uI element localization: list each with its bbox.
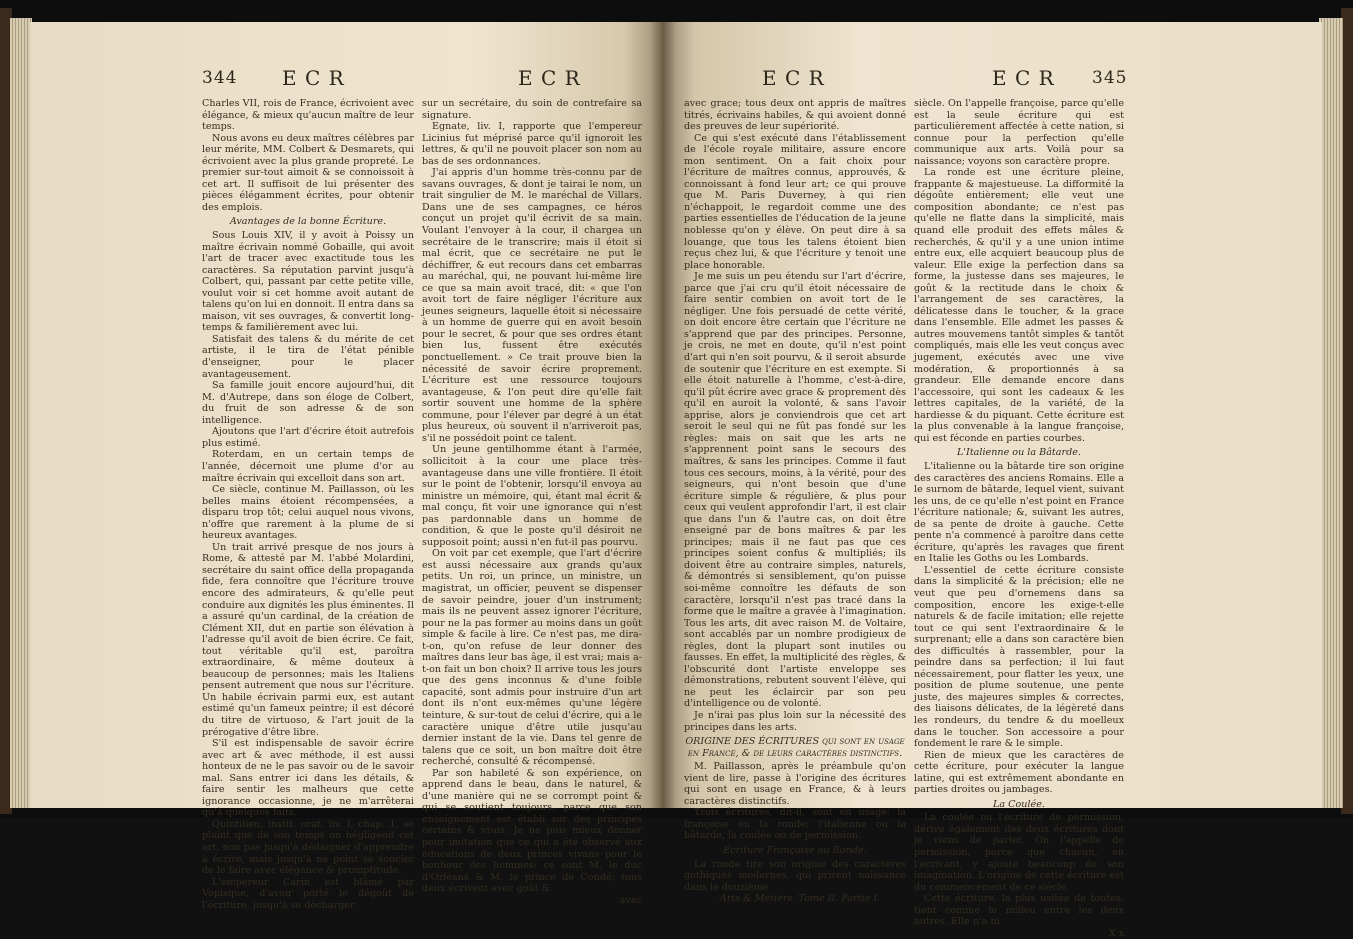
section-heading: L'Italienne ou la Bâtarde. [957, 447, 1081, 459]
catchword: avec [619, 894, 642, 906]
paragraph: Sous Louis XIV, il y avoit à Poissy un maître écrivain nommé Gobaille, qui avoit l'art de tracer avec exactitude tous les caractères. Sa réputation parvint jusqu'à Colbert, qui, passant par cette petite ville, voulut voir si cet homme avoit autant de talens qu'on lui en donnoit. Il entra dans sa maison, vit ses ouvrages, & convertit long-temps & familièrement avec lui. [202, 230, 414, 334]
paragraph: Cette écriture, la plus usitée de toutes, tient comme le milieu entre les deux autres. Elle n'a ni [914, 893, 1124, 928]
paragraph: La ronde est une écriture pleine, frappante & majestueuse. La difformité la dégoûte entièrement; elle veut une composition abondante; ce n'est pas qu'elle ne flatte dans la simplicité, mais quand elle produit des effets mâles & recherchés, & qu'il y a une union intime entre eux, elle acquiert beaucoup plus de valeur. Elle exige la perfection dans sa forme, la justesse dans ses majeures, le goût & la rectitude dans le choix & l'arrangement de ses caractères, la délicatesse dans le toucher, & la grace dans l'ensemble. Elle admet les passes & autres mouvemens tantôt simples & tantôt compliqués, mais elle les veut conçus avec jugement, exécutés avec une vive modération, & proportionnés à sa grandeur. Elle demande encore dans l'accessoire, qui sont les cadeaux & les lettres capitales, de la variété, de la hardiesse & du piquant. Cette écriture est la plus convenable à la langue françoise, qui est féconde en parties courbes. [914, 167, 1124, 444]
page-footer: Arts & Métiers. Tome II. Partie I. [719, 893, 881, 905]
left-running-head-1: E C R [282, 66, 345, 90]
left-page-edges [10, 18, 32, 808]
paragraph: La coulée ou l'écriture de permission, dérive également des deux écritures dont je viens de parler. On l'appelle de permission, parce que chacun, en l'écrivant, y ajoute beaucoup de son imagination. L'origine de cette écriture est du commencement de ce siècle. [914, 812, 1124, 893]
paragraph: Rien de mieux que les caractères de cette écriture, pour exécuter la langue latine, qui est extrêmement abondante en parties droites ou jambages. [914, 749, 1124, 796]
paragraph: Satisfait des talens & du mérite de cet artiste, il le tira de l'état pénible d'enseigner, pour le placer avantageusement. [202, 333, 414, 380]
paragraph: Par son habileté & son expérience, on apprend dans le beau, dans le naturel, & d'une manière qui ne se corrompt point & qui se soutient toujours, parce que son enseignement est établi sur des principes certains & vrais. Je ne puis mieux donner pour imitation que ce qui a été observé aux éducations de deux princes vivans pour le bonheur des hommes: ce sont M. le duc d'Orléans & M. le prince de Condé; tous deux écrivent avec goût & [422, 767, 642, 895]
right-running-head-1: E C R [762, 66, 825, 90]
paragraph: Un trait arrivé presque de nos jours à Rome, & attesté par M. l'abbé Molardini, secrétaire du saint office della propaganda fide, fera connoître que l'écriture trouve encore des admirateurs, & qu'elle peut conduire aux dignités les plus éminentes. Il a assuré qu'un cardinal, de la création de Clément XII, dut en partie son élévation à l'adresse qu'il avoit de bien écrire. Ce fait, tout véritable qu'il est, paroîtra extraordinaire, & même douteux à beaucoup de personnes; mais les Italiens pensent autrement que nous sur l'écriture. Un habile écrivain parmi eux, est autant estimé qu'un fameux peintre; il est décoré du titre de virtuoso, & l'art jouit de la prérogative d'être libre. [202, 541, 414, 738]
right-page [662, 22, 1322, 939]
paragraph: Je me suis un peu étendu sur l'art d'écrire, parce que j'ai cru qu'il étoit nécessaire de faire sentir combien on avoit tort de le négliger. Une fois persuadé de cette vérité, on doit encore être certain que l'écriture ne s'apprend que par des principes. Personne, je crois, ne met en doute, qu'il n'est point d'art qui n'en soit pourvu, & il seroit absurde de soutenir que l'écriture en est exempte. Si elle étoit naturelle à l'homme, c'est-à-dire, qu'il pût écrire avec grace & proprement dès qu'il en auroit la volonté, & sans l'avoir apprise, alors je conviendrois que cet art seroit le seul qui ne fût pas fondé sur les règles: mais on sait que les arts ne s'apprennent point sans le secours des maîtres, & sans les principes. Comme il faut tous ces secours, moins, à la vérité, pour des seigneurs, qui n'ont besoin que d'une écriture simple & régulière, & plus pour ceux qui veulent approfondir l'art, il est clair que dans l'un & l'autre cas, on doit être enseigné par de bons maîtres & par les principes; mais il ne faut pas que ces principes soient confus & multipliés; ils doivent être au contraire simples, naturels, & démontrés si sensiblement, qu'on puisse soi-même connoître les défauts de son caractère, lorsqu'il n'est pas tracé dans la forme que le maître a gravée à l'imagination. Tous les arts, dit avec raison M. de Voltaire, sont accablés par un nombre prodigieux de règles, dont la plupart sont inutiles ou fausses. En effet, la multiplicité des règles, & l'obscurité dont l'artiste enveloppe ses démonstrations, rebutent souvent l'élève, qui ne peut les éclaircir par son peu d'intelligence ou de volonté. [684, 271, 906, 710]
paragraph: M. Paillasson, après le préambule qu'on vient de lire, passe à l'origine des écritures qui sont en usage en France, & à leurs caractères distinctifs. [684, 761, 906, 807]
paragraph: Ce qui s'est exécuté dans l'établissement de l'école royale militaire, assure encore mon sentiment. On a fait choix pour l'écriture de maîtres connus, approuvés, & connoissant à fond leur art; ce qui prouve que M. Paris Duverney, à qui rien n'échappoit, le regardoit comme une des parties essentielles de l'éducation de la jeune noblesse qu'on y élève. On peut dire à sa louange, que tous les talens étoient bien reçus chez lui, & que l'écriture y tenoit une place honorable. [684, 132, 906, 271]
paragraph: Charles VII, rois de France, écrivoient avec élégance, & mieux qu'aucun maître de leur temps. [202, 98, 414, 133]
right-page-edges [1319, 18, 1343, 808]
paragraph: L'empereur Carin est blâmé par Vopisque, d'avoir porté le dégoût de l'écriture, jusqu'à se décharger [202, 876, 414, 911]
left-page-number: 344 [202, 68, 238, 88]
left-page-column-1 [202, 98, 414, 911]
section-heading: Écriture Françoise ou Ronde. [723, 845, 867, 856]
paragraph: On voit par cet exemple, que l'art d'écrire est aussi nécessaire aux grands qu'aux petits. Un roi, un prince, un ministre, un magistrat, un officier, peuvent se dispenser de savoir peindre, jouer d'un instrument; mais ils ne peuvent assez ignorer l'écriture, pour ne la pas former au moins dans un goût simple & facile à lire. Ce n'est pas, me dira-t-on, qu'on refuse de leur donner des maîtres dans leur bas âge, il est vrai; mais a-t-on fait un bon choix? Il arrive tous les jours que des gens inconnus & d'une foible capacité, sont admis pour instruire d'un art dont ils n'ont eux-mêmes qu'une légère teinture, & sur-tout de celui d'écrire, qui a le caractère unique d'être utile jusqu'au dernier instant de la vie. Dans tel genre de talens que ce soit, un bon maître doit être recherché, consulté & récompensé. [422, 548, 642, 768]
section-heading: ORIGINE DES ÉCRITURES qui sont en usage en France, & de leurs caractères distinctifs. [685, 736, 905, 759]
paragraph: Un jeune gentilhomme étant à l'armée, sollicitoit à la cour une place très-avantageuse dans une ville frontière. Il étoit sur le point de l'obtenir, lorsqu'il envoya au ministre un mémoire, qui, étant mal écrit & mal conçu, fit voir une ignorance qui n'est pas pardonnable dans un homme de condition, & que le poste qu'il désiroit ne supposoit point; aussi n'en fut-il pas pourvu. [422, 444, 642, 548]
left-running-head-2: E C R [518, 66, 581, 90]
signature-mark: X x [1108, 927, 1124, 939]
paragraph: L'essentiel de cette écriture consiste dans la simplicité & la précision; elle ne veut que peu d'ornemens dans sa composition, encore les exige-t-elle naturels & de facile imitation; elle rejette tout ce qui sent l'extraordinaire & le surprenant; elle a dans son caractère bien des difficultés à rassembler, pour la peindre dans sa perfection; il lui faut nécessairement, pour flatter les yeux, une position de plume soutenue, une pente juste, des majeures simples & correctes, des liaisons délicates, de la légèreté dans les rondeurs, du tendre & du moelleux dans le toucher. Son accessoire a pour fondement le rare & le simple. [914, 564, 1124, 750]
right-running-head-2: E C R [992, 66, 1055, 90]
paragraph: Sa famille jouit encore aujourd'hui, dit M. d'Autrepe, dans son éloge de Colbert, du fruit de son adresse & de son intelligence. [202, 380, 414, 426]
paragraph: Trois écritures, dit-il, sont en usage: la françoise ou la ronde; l'italienne ou la bâtarde, la coulée ou de permission. [684, 807, 906, 842]
paragraph: J'ai appris d'un homme très-connu par de savans ouvrages, & dont je tairai le nom, un trait singulier de M. le maréchal de Villars. Dans une de ses campagnes, ce héros conçut un projet qu'il écrivit de sa main. Voulant l'envoyer à la cour, il chargea un secrétaire de le transcrire; mais il étoit si mal écrit, que ce secrétaire ne put le déchiffrer, & eut recours dans cet embarras au maréchal, qui, ne pouvant lui-même lire ce que sa main avoit tracé, dit: « que l'on avoit tort de faire négliger l'écriture aux jeunes seigneurs, laquelle étoit si nécessaire à un homme de guerre qui en avoit besoin pour le secret, & pour que ses ordres étant bien lus, fussent être exécutés ponctuellement. » Ce trait prouve bien la nécessité de savoir écrire proprement. L'écriture est une ressource toujours avantageuse, & l'on peut dire qu'elle fait sortir souvent une homme de la sphère commune, pour l'élever par degré à un état plus heureux, où souvent il n'arriveroit pas, s'il ne possédoit point ce talent. [422, 167, 642, 444]
paragraph: S'il est indispensable de savoir écrire avec art & avec méthode, il est aussi honteux de ne le pas savoir ou de le savoir mal. Sans entrer ici dans les détails, & faire sentir les malheurs que cette ignorance occasionne, je ne m'arrêterai qu'à quelques faits. [202, 738, 414, 819]
right-page-column-2 [914, 98, 1124, 939]
paragraph: Ce siècle, continue M. Paillasson, où les belles mains étoient récompensées, a disparu trop tôt; celui auquel nous vivons, n'offre que rarement à la plume de si heureux avantages. [202, 484, 414, 542]
left-page-column-2 [422, 98, 642, 906]
right-page-number: 345 [1092, 68, 1128, 88]
left-page [30, 22, 662, 911]
paragraph: avec grace; tous deux ont appris de maîtres titrés, écrivains habiles, & qui avoient donné des preuves de leur supériorité. [684, 98, 906, 133]
paragraph: Je n'irai pas plus loin sur la nécessité des principes dans les arts. [684, 709, 906, 733]
paragraph: L'italienne ou la bâtarde tire son origine des caractères des anciens Romains. Elle a le surnom de bâtarde, lequel vient, suivant les uns, de ce qu'elle n'est point en France l'écriture nationale; &, suivant les autres, de sa pente de droite à gauche. Cette pente n'a commencé à paroître dans cette écriture, qu'après les ravages que firent en Italie les Goths ou les Lombards. [914, 460, 1124, 565]
paragraph: Roterdam, en un certain temps de l'année, décernoit une plume d'or au maître écrivain qui excelloit dans son art. [202, 449, 414, 484]
section-heading: Avantages de la bonne Écriture. [229, 216, 387, 228]
paragraph: Quintilien, instit. orat. liv. I, chap. 1, se plaint que de son temps on négligeoit cet art, non pas jusqu'à dédaigner d'apprendre à écrire, mais jusqu'à ne point se soucier de le faire avec élégance & promptitude. [202, 818, 414, 877]
paragraph: Egnate, liv. I, rapporte que l'empereur Licinius fut méprisé parce qu'il ignoroit les lettres, & qu'il ne pouvoit placer son nom au bas de ses ordonnances. [422, 121, 642, 167]
paragraph: Ajoutons que l'art d'écrire étoit autrefois plus estimé. [202, 426, 414, 449]
paragraph: siècle. On l'appelle françoise, parce qu'elle est la seule écriture qui est particulièrement affectée à cette nation, si connue pour la perfection qu'elle communique aux arts. Voilà pour sa naissance; voyons son caractère propre. [914, 98, 1124, 167]
paragraph: Nous avons eu deux maîtres célèbres par leur mérite, MM. Colbert & Desmarets, qui écrivoient avec la plus grande propreté. Le premier sur-tout aimoit & se connoissoit à cet art. Il suffisoit de lui présenter des pièces élégamment écrites, pour obtenir des emplois. [202, 132, 414, 213]
paragraph: sur un secrétaire, du soin de contrefaire sa signature. [422, 98, 642, 121]
paragraph: La ronde tire son origine des caractères gothiques modernes, qui prirent naissance dans le douzième [684, 858, 906, 893]
right-page-column-1 [684, 98, 906, 905]
section-heading: La Coulée. [993, 798, 1045, 810]
